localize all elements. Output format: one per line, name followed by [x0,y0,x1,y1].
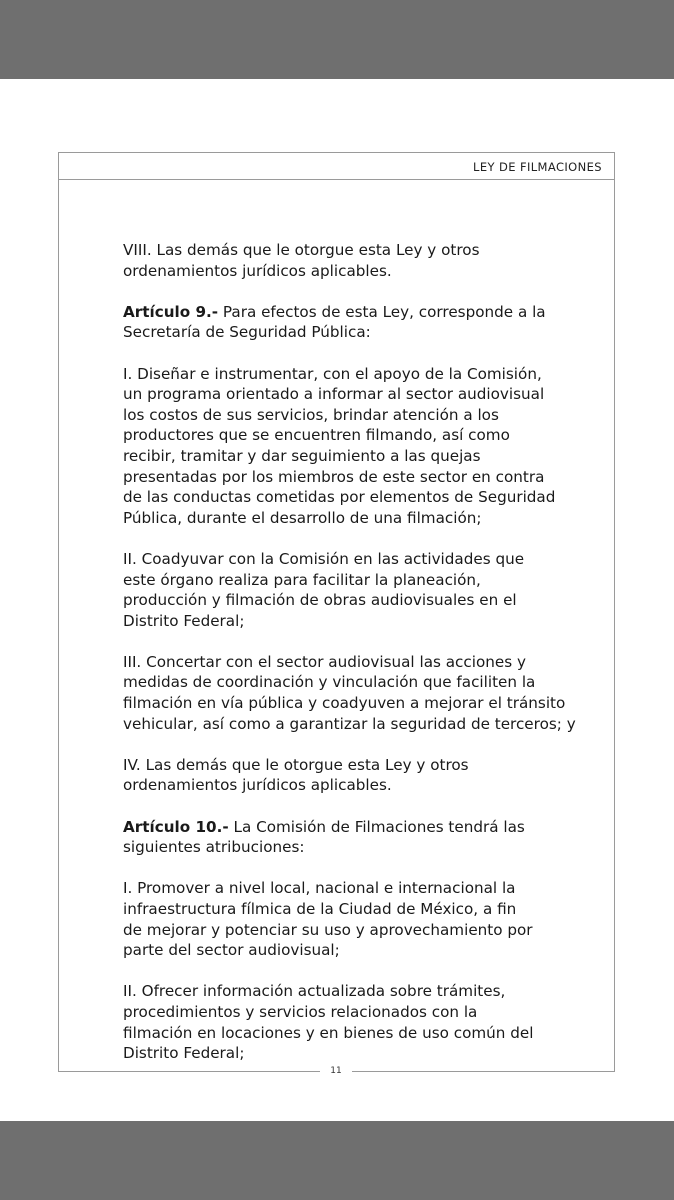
frame-right-border [614,152,615,1072]
text-line: ordenamientos jurídicos aplicables. [123,261,392,280]
text-line: de las conductas cometidas por elementos de Seguridad [123,488,556,507]
article-label: Artículo 10.- [123,817,229,836]
page-number: 11 [330,1066,342,1076]
text-line: siguientes atribuciones: [123,838,305,857]
article-text: La Comisión de Filmaciones tendrá las [228,817,525,836]
article-9-fraction-ii [123,549,598,631]
text-line: infraestructura fílmica de la Ciudad de México, a fin [123,900,517,918]
text-line: recibir, tramitar y dar seguimiento a las quejas [123,446,481,465]
paragraph-viii [123,240,598,281]
text-line: procedimientos y servicios relacionados con la [123,1002,478,1021]
text-line: filmación en locaciones y en bienes de uso común del [123,1023,534,1042]
article-label: Artículo 9.- [123,302,219,321]
text-line: de mejorar y potenciar su uso y aprovechamiento por [123,920,533,939]
text-line: I. Diseñar e instrumentar, con el apoyo de la Comisión, [123,364,542,383]
footer-rule-right [352,1071,615,1072]
text-line: ordenamientos jurídicos aplicables. [123,776,392,795]
text-line: este órgano realiza para facilitar la planeación, [123,570,481,589]
text-line: VIII. Las demás que le otorgue esta Ley y otros [123,241,480,259]
article-9 [123,302,598,343]
text-line: producción y filmación de obras audiovisuales en el [123,591,517,610]
text-line: vehicular, así como a garantizar la seguridad de terceros; y [123,714,576,733]
text-line [123,817,598,838]
text-line: II. Coadyuvar con la Comisión en las actividades que [123,549,525,568]
page-body [123,240,598,1084]
text-line: I. Promover a nivel local, nacional e internacional la [123,879,516,898]
article-10-fraction-ii [123,981,598,1063]
article-10 [123,817,598,858]
article-9-fraction-iv [123,755,598,796]
footer-rule-left [58,1071,320,1072]
header-rule [58,179,615,180]
text-line: III. Concertar con el sector audiovisual las acciones y [123,652,526,671]
article-10-fraction-i [123,878,598,960]
article-9-fraction-i [123,364,598,529]
text-line: Pública, durante el desarrollo de una filmación; [123,508,482,527]
text-line: productores que se encuentren filmando, así como [123,426,510,445]
article-9-fraction-iii [123,652,598,734]
text-line: presentadas por los miembros de este sector en contra [123,467,545,486]
text-line: Distrito Federal; [123,1044,245,1063]
text-line: un programa orientado a informar al sector audiovisual [123,385,545,404]
text-line: II. Ofrecer información actualizada sobre trámites, [123,982,506,1001]
frame-left-border [58,152,59,1072]
text-line [123,302,598,323]
text-line: filmación en vía pública y coadyuven a mejorar el tránsito [123,694,566,713]
text-line: IV. Las demás que le otorgue esta Ley y otros [123,755,469,774]
article-text: Para efectos de esta Ley, corresponde a la [218,302,546,321]
text-line: medidas de coordinación y vinculación que faciliten la [123,673,536,692]
text-line: los costos de sus servicios, brindar atención a los [123,405,499,424]
text-line: Distrito Federal; [123,611,245,630]
running-title: LEY DE FILMACIONES [473,160,602,174]
text-line: parte del sector audiovisual; [123,941,340,960]
text-line: Secretaría de Seguridad Pública: [123,323,371,342]
frame-top-border [58,152,615,153]
